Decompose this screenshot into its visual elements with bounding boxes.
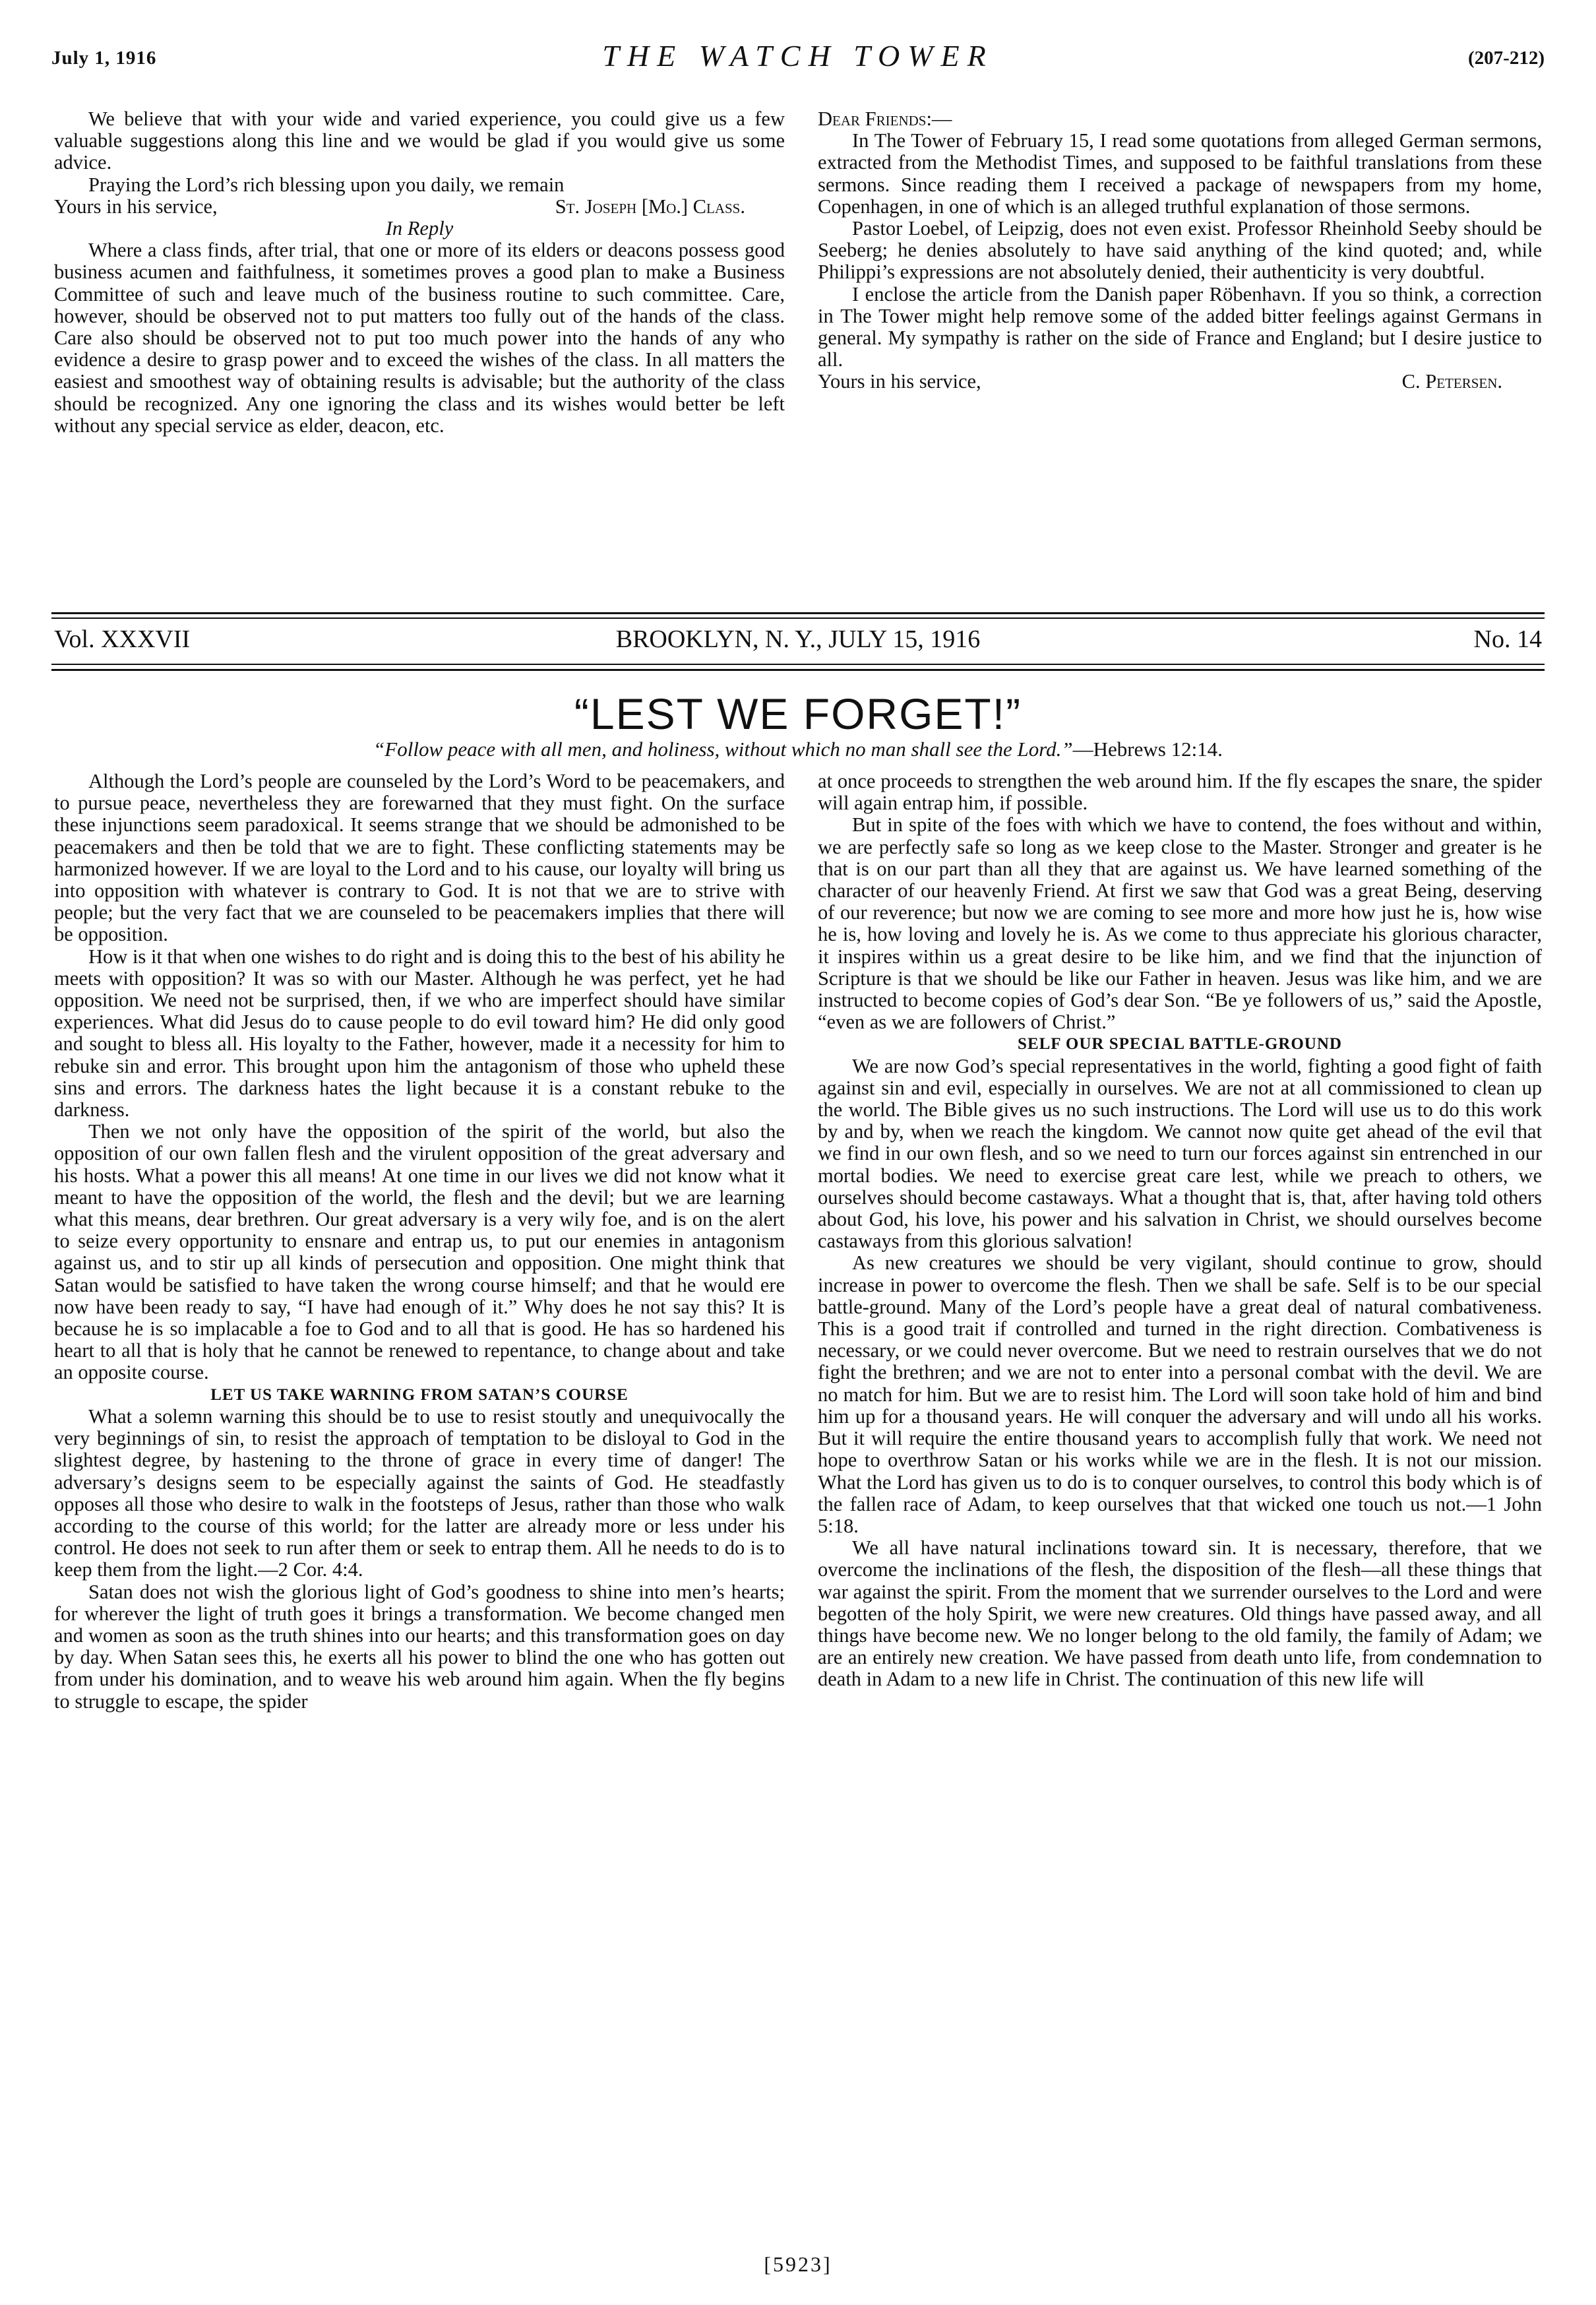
- running-head-title: THE WATCH TOWER: [602, 39, 994, 73]
- epigraph-quote: “Follow peace with all men, and holiness, without which no man shall see the Lord.”: [373, 738, 1073, 761]
- article-paragraph: We all have natural inclinations toward sin. It is necessary, therefore, that we overcome the inclinations of the flesh, the disposition of the flesh—all these things that war against the spirit. From the moment that we surrender ourselves to the Lord and were begotten of the holy Spirit, we were new creatures. Old things have passed away, and all things have become new. We no longer belong to the old family, the family of Adam; we are an entirely new creation. We have passed from death unto life, from condemnation to death in Adam to a new life in Christ. The continuation of this new life will: [818, 1536, 1542, 1691]
- letter-closing: Yours in his service,: [54, 195, 218, 218]
- reply-paragraph: Where a class finds, after trial, that one or more of its elders or deacons possess good business acumen and faithfulness, it sometimes proves a good plan to make a Business Committee of such and leave much of the business routine to such committee. Care, however, should be observed not to put matters too fully out of the hands of the class. Care also should be observed not to put too much power into the hands of any who evidence a desire to grasp power and to exceed the wishes of the class. In all matters the easiest and smoothest way of obtaining results is advisable; but the authority of the class should be recognized. Any one ignoring the class and its wishes would better be left without any special service as elder, deacon, etc.: [54, 239, 785, 437]
- letter-paragraph: Praying the Lord’s rich blessing upon you daily, we remain: [88, 173, 565, 196]
- masthead-rule-top-inner: [51, 617, 1545, 619]
- article-column-left: [54, 771, 785, 1713]
- masthead: [51, 625, 1545, 655]
- masthead-rule-bottom-inner: [51, 664, 1545, 665]
- masthead-place-date: BROOKLYN, N. Y., JULY 15, 1916: [615, 625, 981, 653]
- article-paragraph: at once proceeds to strengthen the web around him. If the fly escapes the snare, the spider will again entrap him, if possible.: [818, 770, 1542, 815]
- running-head: [51, 38, 1545, 78]
- article-paragraph: Then we not only have the opposition of the spirit of the world, but also the opposition of our own fallen flesh and the virulent opposition of the great adversary and his hosts. What a power this all means! At one time in our lives we did not know what it meant to have the opposition of the world, the flesh and the devil; but we are learning what this means, dear brethren. Our great adversary is a very wily foe, and is on the alert to seize every opportunity to ensnare and entrap us, to put our enemies in antagonism against us, and to stir up all kinds of persecution and opposition. One might think that Satan would be satisfied to have taken the wrong course himself; and that he would ere now have been ready to say, “I have had enough of it.” Why does he not say this? It is because he is so implacable a foe to God and to all that is good. He has so hardened his heart to all that is holy that he cannot be renewed to repentance, to change about and take an opposite course.: [54, 1120, 785, 1384]
- article-epigraph: [0, 738, 1596, 761]
- letter-signature: [818, 371, 1542, 393]
- letter-paragraph: We believe that with your wide and varied experience, you could give us a few valuable suggestions along this line and we would be glad if you would give us some advice.: [54, 108, 785, 174]
- article-paragraph: We are now God’s special representatives in the world, fighting a good fight of faith against sin and evil, especially in ourselves. We are not at all commissioned to clean up the world. The Bible gives us no such instructions. The Lord will use us to do this work by and by, when we reach the kingdom. We cannot now quite get ahead of the evil that we find in our own flesh, and so we need to turn our forces against sin entrenched in our mortal bodies. We need to exercise great care lest, while we preach to others, we ourselves should become castaways. What a thought that is, that, after having told others about God, his love, his power and his salvation in Christ, we should ourselves become castaways from this glorious salvation!: [818, 1054, 1542, 1253]
- reply-heading: In Reply: [385, 217, 454, 240]
- article-subheading: SELF OUR SPECIAL BATTLE-GROUND: [1018, 1035, 1342, 1054]
- letter-salutation: Dear Friends:—: [818, 108, 952, 130]
- letter-paragraph: Pastor Loebel, of Leipzig, does not even exist. Professor Rheinhold Seeby should be Seeberg; he denies absolutely to have said anything of the kind quoted; and, while Philippi’s expressions are not absolutely denied, their authenticity is very doubtful.: [818, 217, 1542, 284]
- article-paragraph: What a solemn warning this should be to use to resist stoutly and unequivocally the very beginnings of sin, to resist the approach of temptation to be disloyal to God in the slightest degree, by hastening to the throne of grace in every time of danger! The adversary’s designs seem to be especially against the saints of God. He steadfastly opposes all those who desire to walk in the footsteps of Jesus, rather than those who walk according to the course of this world; for the latter are already more or less under his control. He does not seek to run after them or seek to entrap them. All he needs to do is to keep them from the light.—2 Cor. 4:4.: [54, 1405, 785, 1581]
- letter-signer: C. Petersen.: [1401, 370, 1502, 393]
- article-subheading: LET US TAKE WARNING FROM SATAN’S COURSE: [210, 1385, 629, 1404]
- letter-signer: St. Joseph [Mo.] Class.: [555, 195, 745, 218]
- article-column-right: [818, 771, 1542, 1691]
- letter-signature: [54, 196, 785, 218]
- article-paragraph: Although the Lord’s people are counseled by the Lord’s Word to be peacemakers, and to pursue peace, nevertheless they are forewarned that they must fight. On the surface these injunctions seem paradoxical. It seems strange that we should be admonished to be peacemakers and then be told that we are to fight. These conflicting statements may be harmonized however. If we are loyal to the Lord and to his cause, our loyalty will bring us into opposition with whatever is contrary to God. It is not that we are to strive with people; but the very fact that we are counseled to be peacemakers implies that there will be opposition.: [54, 770, 785, 946]
- masthead-rule-top: [51, 612, 1545, 614]
- running-head-date: July 1, 1916: [51, 47, 157, 69]
- article-paragraph: How is it that when one wishes to do right and is doing this to the best of his ability he meets with opposition? It was so with our Master. Although he was perfect, yet he had opposition. We need not be surprised, then, if we who are imperfect should have similar experiences. What did Jesus do to cause people to do evil toward him? He did only good and sought to bless all. His loyalty to the Father, however, made it a necessity for him to rebuke sin and error. This brought upon him the antagonism of those who upheld these sins and errors. The darkness hates the light because it is a constant rebuke to the darkness.: [54, 945, 785, 1121]
- article-paragraph: But in spite of the foes with which we have to contend, the foes without and within, we are perfectly safe so long as we keep close to the Master. Stronger and greater is he that is on our part than all they that are against us. We have learned something of the character of our heavenly Friend. At first we saw that God was a great Being, deserving of our reverence; but now we are coming to see more and more how just he is, how wise he is, how loving and lovely he is. As we come to thus appreciate his glorious character, it inspires within us a great desire to be like him, and we find that the injunction of Scripture is that we should be like our Father in heaven. Jesus was like him, and we are instructed to become copies of God’s dear Son. “Be ye followers of us,” said the Apostle, “even as we are followers of Christ.”: [818, 813, 1542, 1034]
- masthead-rule-bottom: [51, 669, 1545, 671]
- masthead-volume: Vol. XXXVII: [54, 625, 191, 653]
- article-paragraph: As new creatures we should be very vigilant, should continue to grow, should increase in power to overcome the flesh. Then we shall be safe. Self is to be our special battle-ground. Many of the Lord’s people have a great deal of natural combativeness. This is a good trait if controlled and turned in the right direction. Combativeness is necessary, or we could never overcome. But we need to restrain ourselves that we do not fight the brethren; and we are not to enter into a personal combat with the devil. We are no match for him. But we are to resist him. The Lord will soon take hold of him and bind him up for a thousand years. He will conquer the adversary and will undo all his works. But it will require the entire thousand years to accomplish fully that work. We need not hope to overthrow Satan or his works while we are in the flesh. It is not our mission. What the Lord has given us to do is to conquer ourselves, to control this body which is of the fallen race of Adam, to keep ourselves that that wicked one touch us not.—1 John 5:18.: [818, 1251, 1542, 1537]
- epigraph-reference: —Hebrews 12:14.: [1072, 738, 1223, 761]
- page-folio: [5923]: [764, 2252, 832, 2276]
- letter-paragraph: I enclose the article from the Danish paper Röbenhavn. If you so think, a correction in The Tower might help remove some of the added bitter feelings against Germans in general. My sympathy is rather on the side of France and England; but I desire justice to all.: [818, 282, 1542, 371]
- letter-closing: Yours in his service,: [818, 370, 981, 393]
- article-paragraph: Satan does not wish the glorious light of God’s goodness to shine into men’s hearts; for wherever the light of truth goes it brings a transformation. We become changed men and women as soon as the truth shines into our hearts; and this transformation goes on day by day. When Satan sees this, he exerts all his power to blind the one who has gotten out from under his domination, and to weave his web around him again. When the fly begins to struggle to escape, the spider: [54, 1580, 785, 1713]
- letter-column-left: [54, 108, 785, 437]
- masthead-number: No. 14: [1473, 625, 1542, 653]
- letter-paragraph: In The Tower of February 15, I read some quotations from alleged German sermons, extracted from the Methodist Times, and supposed to be faithful translations from these sermons. Since reading them I received a package of newspapers from my home, Copenhagen, in one of which is an alleged truthful explanation of those sermons.: [818, 129, 1542, 218]
- running-head-pages: (207-212): [1468, 47, 1545, 69]
- article-title: “LEST WE FORGET!”: [574, 689, 1022, 738]
- letter-column-right: [818, 108, 1542, 393]
